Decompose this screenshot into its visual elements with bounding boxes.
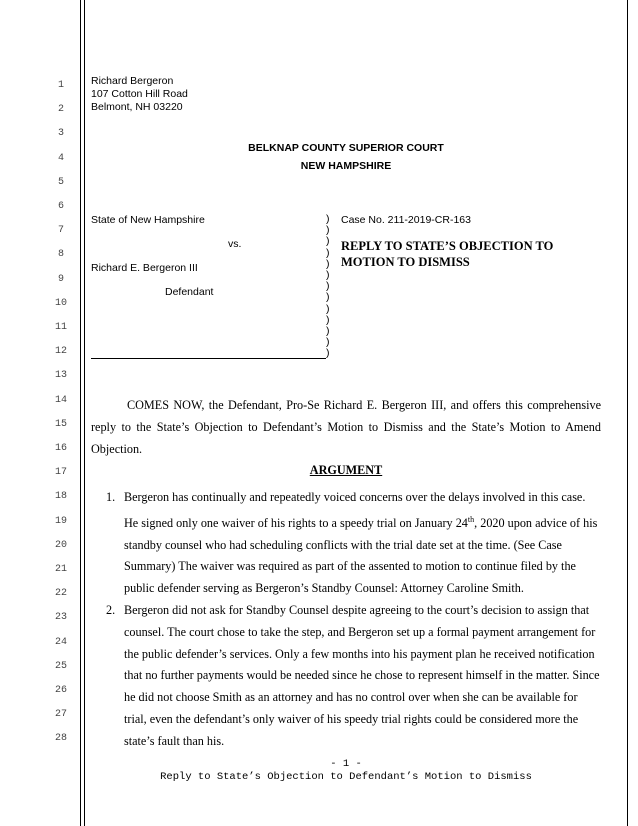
line-number: 25 (54, 660, 67, 672)
argument-item-1-text-a: Bergeron has continually and repeatedly voiced concerns over the delays involved in this case. He signed only one waiver of his rights to a speedy trial on January 24 (124, 490, 586, 530)
line-number: 21 (54, 564, 67, 575)
line-number: 18 (54, 491, 67, 503)
address-street: 107 Cotton Hill Road (91, 88, 188, 100)
court-state: NEW HAMPSHIRE (300, 160, 392, 172)
line-number: 28 (54, 733, 67, 745)
line-number: 1 (57, 80, 64, 91)
case-number: Case No. 211-2019-CR-163 (341, 214, 471, 226)
line-number: 16 (54, 443, 67, 454)
line-number: 20 (54, 539, 67, 551)
line-number: 27 (54, 709, 67, 721)
margin-rule-right (627, 0, 628, 826)
argument-item-1-sup: th (467, 514, 475, 524)
argument-heading: ARGUMENT (309, 463, 383, 477)
margin-rule-left-1 (80, 0, 81, 826)
line-number: 13 (54, 370, 67, 382)
argument-item-1-text (124, 487, 601, 600)
caption-defendant-name: Richard E. Bergeron III (91, 262, 198, 274)
argument-item-2-text: Bergeron did not ask for Standby Counsel despite agreeing to the court’s decision to assign that counsel. The court chose to take the step, and Bergeron set up a formal payment arrangement for the public defender’s services. Only a few months into his payment plan he received notification that no further payments would be needed since he chose to represent himself in the matter. Since he did not choose Smith as an attorney and has no control over when she can be available for trial, even the defendant’s only waiver of his speedy trial rights could be considered more the state’s fault than his. (124, 603, 600, 748)
document-title-line2: MOTION TO DISMISS (341, 255, 470, 269)
argument-item-1-number: 1. (106, 490, 116, 504)
address-city: Belmont, NH 03220 (91, 101, 183, 113)
caption-defendant-role: Defendant (165, 286, 214, 298)
caption-vs: vs. (228, 238, 242, 250)
line-number: 9 (57, 273, 64, 285)
address-name: Richard Bergeron (91, 75, 174, 87)
document-title (341, 238, 553, 270)
line-number: 5 (57, 176, 64, 188)
line-number: 14 (54, 394, 67, 406)
line-number: 23 (54, 612, 67, 624)
caption-plaintiff: State of New Hampshire (91, 214, 205, 226)
argument-item-1 (106, 487, 601, 600)
document-title-line1: REPLY TO STATE’S OBJECTION TO (341, 239, 554, 253)
line-number: 17 (54, 467, 67, 479)
line-number: 6 (57, 201, 64, 212)
line-number: 19 (54, 515, 67, 527)
argument-list (106, 487, 601, 753)
line-number: 15 (54, 418, 67, 430)
intro-paragraph: COMES NOW, the Defendant, Pro-Se Richard E. Bergeron III, and offers this comprehensive reply to the State’s Objection to Defendant’s Motion to Dismiss and the State’s Motion to Amend Objection. (91, 398, 601, 456)
line-number: 10 (54, 297, 67, 309)
line-number: 11 (54, 322, 67, 333)
line-number: 24 (54, 636, 67, 648)
caption-underline (91, 358, 326, 359)
line-number: 3 (57, 128, 64, 140)
line-number: 12 (54, 346, 67, 358)
line-number: 4 (57, 152, 64, 164)
caption-parentheses: ) ) ) ) ) ) ) ) ) ) ) ) ) (326, 213, 330, 360)
argument-item-2 (106, 600, 601, 753)
line-number: 2 (57, 104, 64, 116)
footer-title: Reply to State’s Objection to Defendant’s Motion to Dismiss (160, 771, 532, 783)
margin-rule-left-2 (84, 0, 85, 826)
court-name: BELKNAP COUNTY SUPERIOR COURT (248, 142, 444, 154)
line-number: 22 (54, 588, 67, 600)
address-block (91, 75, 188, 114)
line-number: 7 (57, 225, 64, 237)
argument-item-1-text-b: , 2020 upon advice of his standby counsel who had scheduling conflicts with the trial date set at the time. (See Case Summary) The waiver was required as part of the assented to motion to continue filed by the public defender serving as Bergeron’s Standby Counsel: Attorney Caroline Smith. (124, 515, 598, 596)
footer-page-number: - 1 - (330, 758, 362, 770)
argument-item-2-number: 2. (106, 603, 116, 618)
line-number: 8 (57, 249, 64, 261)
line-number: 26 (54, 685, 67, 696)
